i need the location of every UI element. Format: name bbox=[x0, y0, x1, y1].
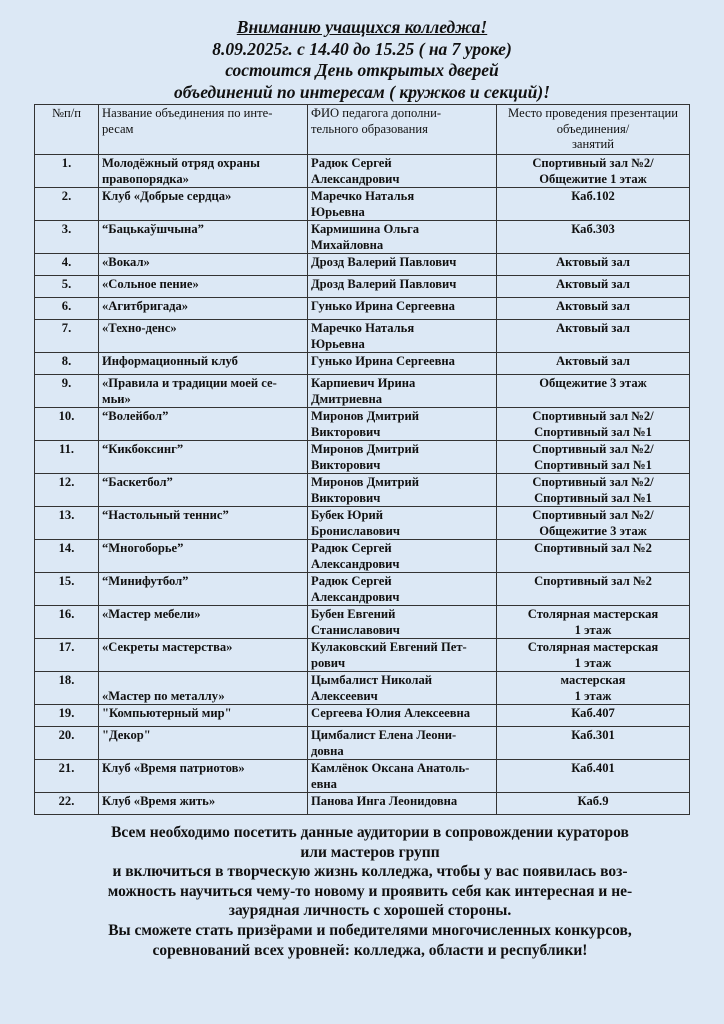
table-row bbox=[35, 507, 690, 540]
club-name: «Правила и традиции моей се- мьи» bbox=[99, 375, 308, 408]
row-number: 18. bbox=[35, 672, 99, 705]
schedule-table bbox=[34, 104, 690, 815]
row-number: 8. bbox=[35, 353, 99, 375]
row-number: 21. bbox=[35, 760, 99, 793]
row-number: 9. bbox=[35, 375, 99, 408]
venue: Актовый зал bbox=[497, 298, 690, 320]
table-row bbox=[35, 474, 690, 507]
teacher-name: Дрозд Валерий Павлович bbox=[308, 254, 497, 276]
venue: Спортивный зал №2/ Спортивный зал №1 bbox=[497, 408, 690, 441]
teacher-name: Маречко Наталья Юрьевна bbox=[308, 320, 497, 353]
table-row bbox=[35, 639, 690, 672]
venue: Актовый зал bbox=[497, 276, 690, 298]
table-row bbox=[35, 606, 690, 639]
row-number: 2. bbox=[35, 188, 99, 221]
venue: Каб.301 bbox=[497, 727, 690, 760]
teacher-name: Камлёнок Оксана Анатоль- евна bbox=[308, 760, 497, 793]
row-number: 15. bbox=[35, 573, 99, 606]
venue: Каб.401 bbox=[497, 760, 690, 793]
row-number: 17. bbox=[35, 639, 99, 672]
row-number: 19. bbox=[35, 705, 99, 727]
row-number: 3. bbox=[35, 221, 99, 254]
club-name: «Техно-денс» bbox=[99, 320, 308, 353]
table-row bbox=[35, 353, 690, 375]
teacher-name: Радюк Сергей Александрович bbox=[308, 540, 497, 573]
row-number: 16. bbox=[35, 606, 99, 639]
teacher-name: Бубен Евгений Станиславович bbox=[308, 606, 497, 639]
club-name: “Кикбоксинг” bbox=[99, 441, 308, 474]
footer-line-2: или мастеров групп bbox=[300, 843, 440, 861]
venue: Спортивный зал №2/ Общежитие 3 этаж bbox=[497, 507, 690, 540]
teacher-name: Сергеева Юлия Алексеевна bbox=[308, 705, 497, 727]
table-row bbox=[35, 221, 690, 254]
teacher-name: Радюк Сергей Александрович bbox=[308, 573, 497, 606]
table-row bbox=[35, 320, 690, 353]
table-row bbox=[35, 760, 690, 793]
club-name: “Баскетбол” bbox=[99, 474, 308, 507]
announcement-heading bbox=[0, 17, 724, 103]
row-number: 12. bbox=[35, 474, 99, 507]
venue: мастерская 1 этаж bbox=[497, 672, 690, 705]
table-row bbox=[35, 375, 690, 408]
teacher-name: Миронов Дмитрий Викторович bbox=[308, 441, 497, 474]
table-row bbox=[35, 672, 690, 705]
row-number: 1. bbox=[35, 155, 99, 188]
header-name: Название объединения по инте- ресам bbox=[99, 105, 308, 155]
venue: Спортивный зал №2/ Общежитие 1 этаж bbox=[497, 155, 690, 188]
club-name: «Секреты мастерства» bbox=[99, 639, 308, 672]
venue: Общежитие 3 этаж bbox=[497, 375, 690, 408]
table-row bbox=[35, 276, 690, 298]
table-header-row bbox=[35, 105, 690, 155]
club-name: «Вокал» bbox=[99, 254, 308, 276]
club-name: “Волейбол” bbox=[99, 408, 308, 441]
heading-line-2: 8.09.2025г. с 14.40 до 15.25 ( на 7 уроке) bbox=[212, 38, 512, 59]
footer-line-4: можность научиться чему-то новому и проявить себя как интересная и не- bbox=[107, 882, 633, 900]
table-body bbox=[35, 155, 690, 815]
club-name: «Агитбригада» bbox=[99, 298, 308, 320]
row-number: 11. bbox=[35, 441, 99, 474]
row-number: 13. bbox=[35, 507, 99, 540]
club-name: «Сольное пение» bbox=[99, 276, 308, 298]
club-name: “Бацькаўшчына” bbox=[99, 221, 308, 254]
footer-line-5: заурядная личность с хорошей стороны. bbox=[228, 902, 512, 920]
venue: Спортивный зал №2 bbox=[497, 573, 690, 606]
footer-line-6: Вы сможете стать призёрами и победителями многочисленных конкурсов, bbox=[108, 921, 632, 939]
heading-line-4: объединений по интересам ( кружков и секций)! bbox=[173, 81, 551, 102]
club-name: «Мастер по металлу» bbox=[99, 672, 308, 705]
venue: Спортивный зал №2/ Спортивный зал №1 bbox=[497, 441, 690, 474]
teacher-name: Гунько Ирина Сергеевна bbox=[308, 353, 497, 375]
teacher-name: Дрозд Валерий Павлович bbox=[308, 276, 497, 298]
table-row bbox=[35, 705, 690, 727]
teacher-name: Кармишина Ольга Михайловна bbox=[308, 221, 497, 254]
venue: Каб.407 bbox=[497, 705, 690, 727]
venue: Спортивный зал №2/ Спортивный зал №1 bbox=[497, 474, 690, 507]
row-number: 22. bbox=[35, 793, 99, 815]
teacher-name: Гунько Ирина Сергеевна bbox=[308, 298, 497, 320]
club-name: Молодёжный отряд охраны правопорядка» bbox=[99, 155, 308, 188]
venue: Столярная мастерская 1 этаж bbox=[497, 606, 690, 639]
teacher-name: Радюк Сергей Александрович bbox=[308, 155, 497, 188]
table-row bbox=[35, 408, 690, 441]
club-name: "Компьютерный мир" bbox=[99, 705, 308, 727]
teacher-name: Панова Инга Леонидовна bbox=[308, 793, 497, 815]
footer-message bbox=[90, 823, 650, 960]
teacher-name: Маречко Наталья Юрьевна bbox=[308, 188, 497, 221]
row-number: 6. bbox=[35, 298, 99, 320]
venue: Каб.102 bbox=[497, 188, 690, 221]
table-row bbox=[35, 155, 690, 188]
footer-line-3: и включиться в творческую жизнь колледжа, чтобы у вас появилась воз- bbox=[112, 863, 628, 881]
row-number: 7. bbox=[35, 320, 99, 353]
row-number: 14. bbox=[35, 540, 99, 573]
table-row bbox=[35, 441, 690, 474]
venue: Спортивный зал №2 bbox=[497, 540, 690, 573]
table-row bbox=[35, 254, 690, 276]
row-number: 4. bbox=[35, 254, 99, 276]
venue: Актовый зал bbox=[497, 353, 690, 375]
teacher-name: Миронов Дмитрий Викторович bbox=[308, 474, 497, 507]
table-row bbox=[35, 727, 690, 760]
header-teacher: ФИО педагога дополни- тельного образования bbox=[308, 105, 497, 155]
club-name: Клуб «Время патриотов» bbox=[99, 760, 308, 793]
row-number: 5. bbox=[35, 276, 99, 298]
row-number: 10. bbox=[35, 408, 99, 441]
venue: Каб.303 bbox=[497, 221, 690, 254]
teacher-name: Бубек Юрий Брониславович bbox=[308, 507, 497, 540]
header-num: №п/п bbox=[35, 105, 99, 155]
heading-line-1: Вниманию учащихся колледжа! bbox=[236, 17, 488, 37]
table-row bbox=[35, 188, 690, 221]
footer-line-1: Всем необходимо посетить данные аудитории в сопровождении кураторов bbox=[111, 824, 629, 841]
club-name: Клуб «Добрые сердца» bbox=[99, 188, 308, 221]
teacher-name: Карпиевич Ирина Дмитриевна bbox=[308, 375, 497, 408]
table-row bbox=[35, 298, 690, 320]
header-place: Место проведения презентации объединения/ занятий bbox=[497, 105, 690, 155]
venue: Актовый зал bbox=[497, 320, 690, 353]
club-name: Клуб «Время жить» bbox=[99, 793, 308, 815]
venue: Актовый зал bbox=[497, 254, 690, 276]
table-row bbox=[35, 573, 690, 606]
club-name: “Настольный теннис” bbox=[99, 507, 308, 540]
club-name: “Минифутбол” bbox=[99, 573, 308, 606]
table-row bbox=[35, 793, 690, 815]
venue: Каб.9 bbox=[497, 793, 690, 815]
teacher-name: Цымбалист Николай Алексеевич bbox=[308, 672, 497, 705]
footer-line-7: соревнований всех уровней: колледжа, области и республики! bbox=[152, 941, 588, 959]
table-row bbox=[35, 540, 690, 573]
teacher-name: Кулаковский Евгений Пет- рович bbox=[308, 639, 497, 672]
row-number: 20. bbox=[35, 727, 99, 760]
teacher-name: Цимбалист Елена Леони- довна bbox=[308, 727, 497, 760]
club-name: "Декор" bbox=[99, 727, 308, 760]
club-name: «Мастер мебели» bbox=[99, 606, 308, 639]
club-name: “Многоборье” bbox=[99, 540, 308, 573]
club-name: Информационный клуб bbox=[99, 353, 308, 375]
teacher-name: Миронов Дмитрий Викторович bbox=[308, 408, 497, 441]
venue: Столярная мастерская 1 этаж bbox=[497, 639, 690, 672]
heading-line-3: состоится День открытых дверей bbox=[225, 60, 499, 80]
